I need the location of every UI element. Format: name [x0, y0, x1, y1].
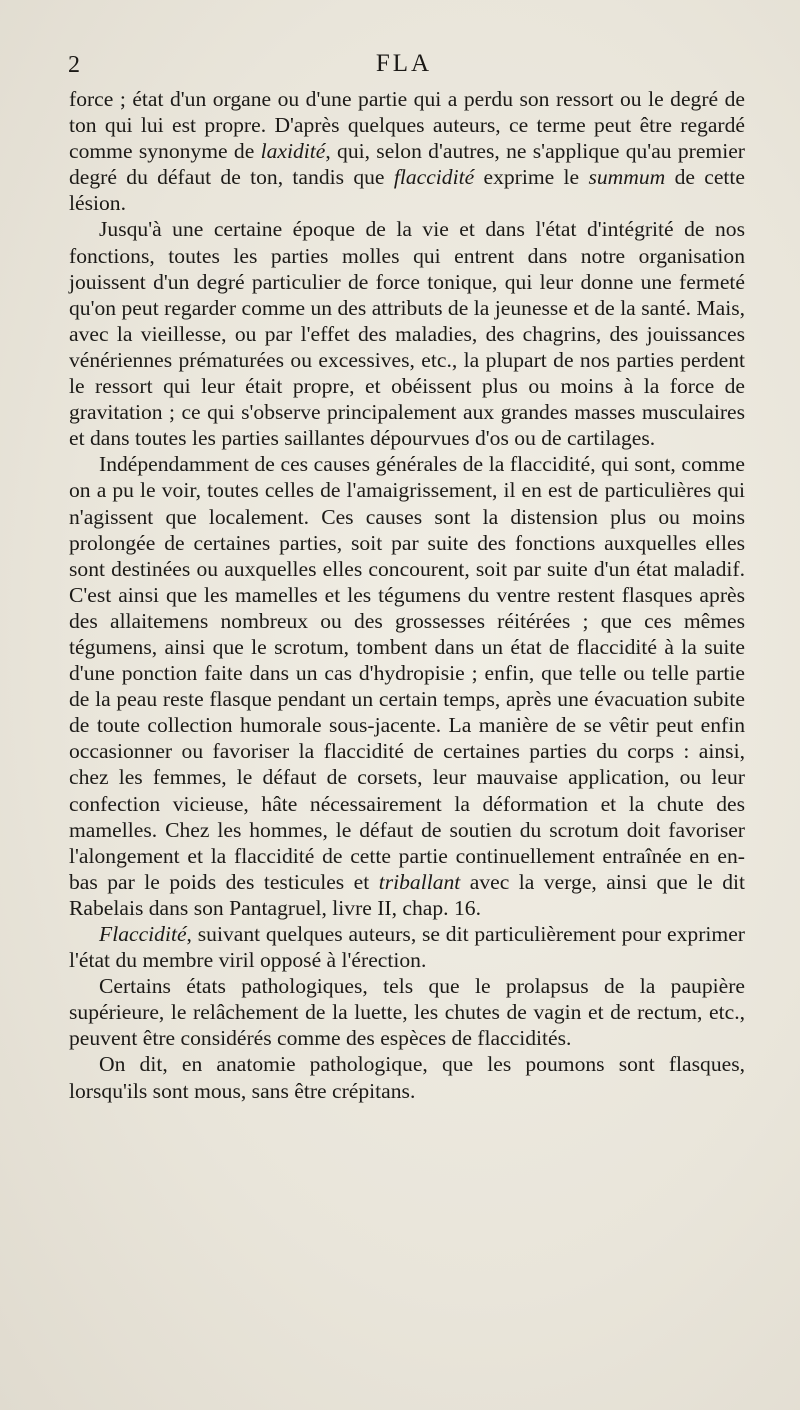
paragraph-5: Certains états pathologiques, tels que le prolapsus de la paupière supérieure, le relâchement de la luette, les chutes de vagin et de rectum, etc., peuvent être considérés comme des espèces de flaccidités.: [69, 974, 745, 1051]
body-text: [69, 86, 745, 1104]
page-number: 2: [68, 52, 80, 78]
paragraph-3: Indépendamment de ces causes générales de la flaccidité, qui sont, comme on a pu le voir, toutes celles de l'amaigrissement, il en est de particulières qui n'agissent que localement. Ces causes sont la distension plus ou moins prolongée de certaines parties, soit par suite des fonctions auxquelles elles sont destinées ou auxquelles elles concourent, soit par suite d'un état maladif. C'est ainsi que les mamelles et les tégumens du ventre restent flasques après des allaitemens nombreux ou des grossesses réitérées ; que ces mêmes tégumens, ainsi que le scrotum, tombent dans un état de flaccidité à la suite d'une ponction faite dans un cas d'hydropisie ; enfin, que telle ou telle partie de la peau reste flasque pendant un certain temps, après une évacuation subite de toute collection humorale sous-jacente. La manière de se vêtir peut enfin occasionner ou favoriser la flaccidité de certaines parties du corps : ainsi, chez les femmes, le défaut de corsets, leur mauvaise application, ou leur confection vicieuse, hâte nécessairement la déformation et la chute des mamelles. Chez les hommes, le défaut de soutien du scrotum doit favoriser l'alongement et la flaccidité de cette partie continuellement entraînée en en-bas par le poids des testicules et triballant avec la verge, ainsi que le dit Rabelais dans son Pantagruel, livre II, chap. 16.: [69, 452, 745, 920]
paragraph-4: Flaccidité, suivant quelques auteurs, se dit particulièrement pour exprimer l'état du membre viril opposé à l'érection.: [69, 922, 745, 973]
paragraph-1: force ; état d'un organe ou d'une partie qui a perdu son ressort ou le degré de ton qui lui est propre. D'après quelques auteurs, ce terme peut être regardé comme synonyme de laxidité, qui, selon d'autres, ne s'applique qu'au premier degré du défaut de ton, tandis que flaccidité exprime le summum de cette lésion.: [69, 87, 746, 216]
paragraph-2: Jusqu'à une certaine époque de la vie et dans l'état d'intégrité de nos fonctions, toutes les parties molles qui entrent dans notre organisation jouissent d'un degré particulier de force tonique, qui leur donne une fermeté qu'on peut regarder comme un des attributs de la jeunesse et de la santé. Mais, avec la vieillesse, ou par l'effet des maladies, des chagrins, des jouissances vénériennes prématurées ou excessives, etc., la plupart de nos parties perdent le ressort qui leur était propre, et obéissent plus ou moins à la force de gravitation ; ce qui s'observe principalement aux grandes masses musculaires et dans toutes les parties saillantes dépourvues d'os ou de cartilages.: [69, 217, 745, 451]
page-header: [68, 48, 740, 84]
running-head: FLA: [375, 50, 433, 77]
paragraph-6: On dit, en anatomie pathologique, que les poumons sont flasques, lorsqu'ils sont mous, sans être crépitans.: [69, 1052, 745, 1103]
